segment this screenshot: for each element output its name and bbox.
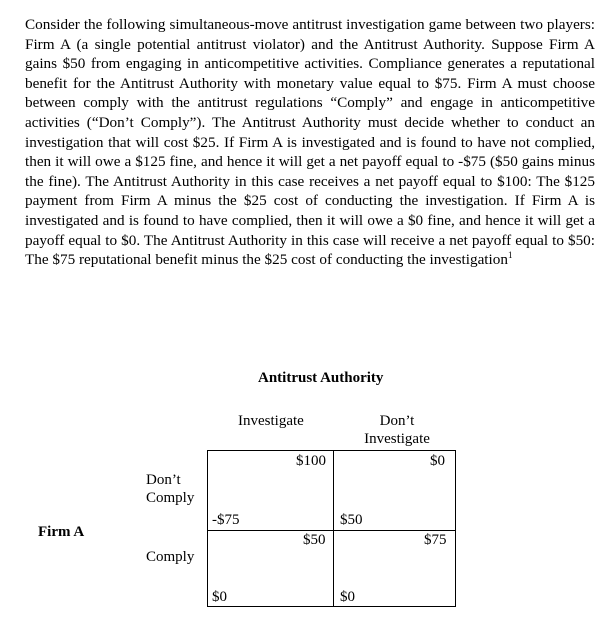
matrix-top-border <box>207 450 455 451</box>
matrix-left-border <box>207 450 208 607</box>
matrix-center-border <box>333 450 334 607</box>
payoff-firm-dc-inv: -$75 <box>212 512 240 528</box>
payoff-firm-c-noinv: $0 <box>340 589 355 605</box>
problem-paragraph <box>25 15 595 270</box>
matrix-middle-border <box>207 530 455 531</box>
row-player-label: Firm A <box>38 524 85 540</box>
matrix-bottom-border <box>207 606 455 607</box>
footnote-marker: 1 <box>507 250 513 261</box>
column-header-investigate: Investigate <box>238 413 304 429</box>
row-header-comply: Comply <box>146 549 195 565</box>
payoff-firm-dc-noinv: $50 <box>340 512 363 528</box>
row-header-dont-comply: Don’t Comply <box>146 472 195 506</box>
payoff-authority-c-noinv: $75 <box>424 532 447 548</box>
payoff-firm-c-inv: $0 <box>212 589 227 605</box>
column-player-label: Antitrust Authority <box>258 370 384 386</box>
payoff-authority-c-inv: $50 <box>303 532 326 548</box>
payoff-authority-dc-inv: $100 <box>296 453 326 469</box>
paragraph-text: Consider the following simultaneous-move antitrust investigation game between two players: Firm A (a single potential antitrust violator) and the Antitrust Authority. Suppose Firm A gains $50 from engaging in anticompetitive activities. Compliance generates a reputational benefit for the Antitrust Authority with monetary value equal to $75. Firm A must choose between comply with the antitrust regulations “Comply” and engage in anticompetitive activities (“Don’t Comply”). The Antitrust Authority must decide whether to conduct an investigation that will cost $25. If Firm A is investigated and is found to have not complied, then it will owe a $125 fine, and hence it will get a net payoff equal to -$75 ($50 gains minus the fine). The Antitrust Authority in this case receives a net payoff equal to $100: The $125 payment from Firm A minus the $25 cost of conducting the investigation. If Firm A is investigated and is found to have complied, then it will owe a $0 fine, and hence it will get a payoff equal to $0. The Antitrust Authority in this case will receive a net payoff equal to $50: The $75 reputational benefit minus the $25 cost of conducting the investigation <box>25 16 595 269</box>
column-header-dont-investigate: Don’t Investigate <box>364 413 430 447</box>
matrix-right-border <box>455 450 456 607</box>
payoff-authority-dc-noinv: $0 <box>430 453 445 469</box>
